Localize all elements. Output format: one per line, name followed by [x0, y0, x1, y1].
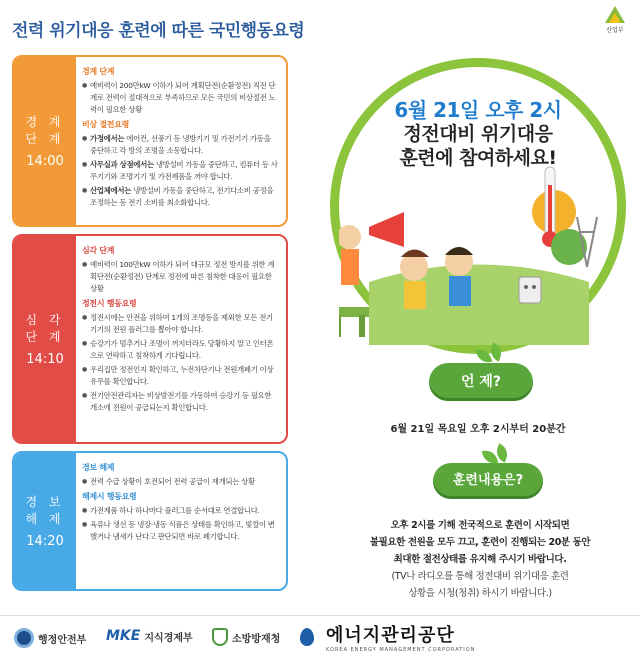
- org-name: 지식경제부: [144, 632, 193, 644]
- stage-time: 14:10: [26, 351, 64, 367]
- headline-line-3: 훈련에 참여하세요!: [399, 147, 557, 169]
- org-nema: [212, 628, 280, 646]
- headline-line-2: 정전대비 위기대응: [403, 123, 553, 145]
- stage-body: [82, 63, 278, 209]
- section-heading: 해제시 행동요령: [82, 492, 137, 501]
- stage-card-alert: [12, 55, 288, 227]
- bullet-item: ● 전기안전관리자는 비상발전기를 가동하여 승강기 등 필요한 개소에 전원이 공급되는지 확인합니다.: [82, 390, 278, 414]
- content-line: 오후 2시를 기해 전국적으로 훈련이 시작되면: [390, 520, 570, 531]
- stage-body: [82, 242, 278, 414]
- bullet-item: ● 승강기가 멈추거나 조명이 꺼지더라도 당황하지 말고 인터폰으로 연락하고 침착하게 기다립니다.: [82, 338, 278, 362]
- energy-drop-icon: [300, 628, 314, 646]
- bullet-item: ● 가전제품 하나 하나마다 플러그를 순서대로 연결합니다.: [82, 505, 278, 517]
- content-note: 상황을 시청(청취) 하시기 바랍니다.): [408, 588, 552, 599]
- mopas-emblem-icon: [14, 628, 34, 648]
- bullet-item: ● 우리집만 정전인지 확인하고, 누전차단기나 전원개폐기 이상유무를 확인합니다.: [82, 364, 278, 388]
- stage-side-release: [14, 453, 76, 589]
- stage-body: [82, 459, 278, 543]
- stage-time: 14:20: [26, 533, 64, 549]
- bullet-item: ● 전력 수급 상황이 호전되어 전력 공급이 재개되는 상황: [82, 476, 278, 488]
- footer: [0, 615, 640, 656]
- content-badge: 훈련내용은?: [433, 463, 543, 499]
- section-heading: 비상 절전요령: [82, 120, 130, 129]
- org-name: 행정안전부: [38, 634, 87, 646]
- org-kemco-icon-wrap: [300, 628, 318, 646]
- stage-card-severe: [12, 234, 288, 444]
- mke-logo-icon: MKE: [106, 628, 141, 644]
- bullet-item: ● 정전시에는 안전을 위하여 1개의 조명등을 제외한 모든 전기기기의 전원 플러그를 뽑아야 합니다.: [82, 312, 278, 336]
- ministry-logo: [600, 6, 630, 34]
- stage-side-severe: [14, 236, 76, 442]
- bullet-item: ● 예비력이 100만kW 이하가 되어 대규모 정전 방지를 위한 계획단전(순환정전) 단계로 정전에 따른 침착한 대응이 필요한 상황: [82, 259, 278, 295]
- stage-card-release: [12, 451, 288, 591]
- content-line: 최대한 절전상태를 유지해 주시기 바랍니다.: [393, 554, 567, 565]
- org-kemco: [326, 621, 475, 653]
- bullet-item: ● 가정에서는 에어컨, 선풍기 등 냉방기기 및 가전기기 가동을 중단하고 각 방의 조명을 소등합니다.: [82, 133, 278, 157]
- bullet-item: ● 예비력이 200만kW 이하가 되어 계획단전(순환정전) 직전 단계로 전력이 절대적으로 부족하므로 모든 국민의 비상절전 노력이 필요한 상황: [82, 80, 278, 116]
- section-heading: 경계 단계: [82, 67, 115, 76]
- headline-main: [340, 122, 616, 170]
- bullet-item: ● 사무실과 상점에서는 냉방설비 가동을 중단하고, 컴퓨터 등 사무기기와 조명기기 및 가전제품을 꺼야 합니다.: [82, 159, 278, 183]
- content-text: [334, 517, 626, 602]
- logo-triangle-inner-icon: [609, 13, 621, 23]
- stage-label: 심 각 단 계: [25, 312, 65, 344]
- logo-text: 산업부: [606, 27, 624, 34]
- when-badge: 언 제?: [429, 363, 533, 401]
- section-heading: 심각 단계: [82, 246, 115, 255]
- content-note: (TV나 라디오를 통해 정전대비 위기대응 훈련: [391, 571, 569, 582]
- content-line: 불필요한 전원을 모두 끄고, 훈련이 진행되는 20분 동안: [369, 537, 591, 548]
- headline-date: 6월 21일 오후 2시: [394, 98, 562, 122]
- bullet-item: ● 육류나 생선 등 냉장·냉동 식품은 상태를 확인하고, 빛깔이 변했거나 냄새가 난다고 판단되면 바로 폐기합니다.: [82, 519, 278, 543]
- shield-icon: [212, 628, 228, 646]
- org-mopas: [14, 628, 86, 648]
- page-title: 전력 위기대응 훈련에 따른 국민행동요령: [12, 21, 305, 41]
- section-heading: 경보 해제: [82, 463, 115, 472]
- when-text: 6월 21일 목요일 오후 2시부터 20분간: [390, 424, 566, 435]
- stage-label: 경 보 해 제: [25, 494, 65, 526]
- stage-label: 경 계 단 계: [25, 114, 65, 146]
- bullet-item: ● 산업체에서는 냉방설비 가동을 중단하고, 전기다소비 공정을 조정하는 등 전기 소비를 최소화합니다.: [82, 185, 278, 209]
- stage-side-alert: [14, 57, 76, 225]
- org-name-en: KOREA ENERGY MANAGEMENT CORPORATION: [326, 647, 476, 653]
- section-heading: 정전시 행동요령: [82, 299, 137, 308]
- org-mke: [106, 628, 193, 644]
- org-name: 소방방재청: [232, 633, 281, 645]
- stage-time: 14:00: [26, 153, 64, 169]
- org-name: 에너지관리공단: [326, 625, 455, 646]
